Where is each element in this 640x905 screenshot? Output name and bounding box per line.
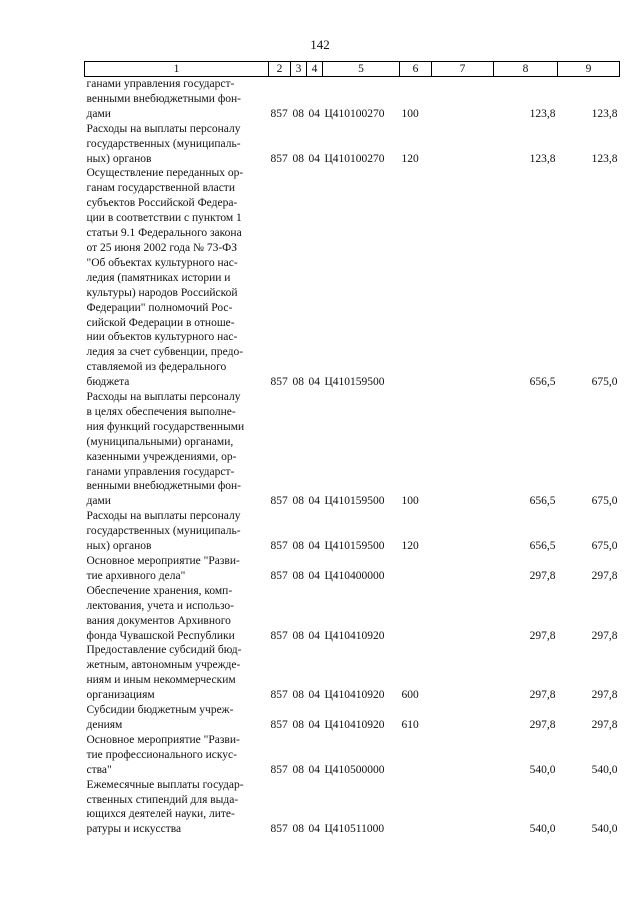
amount-col-9: 297,8: [591, 629, 618, 642]
table-header-row: [85, 62, 620, 77]
expense-kind: 610: [401, 718, 419, 731]
description-line: "Об объектах культурного нас-: [86, 256, 238, 269]
description-line: ства": [86, 763, 112, 776]
section-code: 08: [292, 540, 304, 553]
target-article: Ц410159500: [324, 540, 385, 553]
description-line: Субсидии бюджетным учреж-: [86, 704, 234, 717]
amount-col-8: 297,8: [529, 689, 556, 702]
target-article: Ц410511000: [324, 823, 385, 836]
amount-col-9: 123,8: [591, 107, 618, 120]
description-line: Основное мероприятие "Разви-: [86, 733, 240, 746]
ministry-code: 857: [270, 718, 288, 731]
ministry-code: 857: [270, 495, 288, 508]
row-description: [85, 733, 269, 778]
ministry-code: 857: [270, 107, 288, 120]
expense-kind: 100: [401, 495, 419, 508]
description-line: венными внебюджетными фон-: [86, 92, 242, 105]
table-row: [85, 643, 620, 703]
subsection-code: 04: [308, 376, 320, 389]
amount-col-9: 675,0: [591, 495, 618, 508]
amount-col-8: 297,8: [529, 629, 556, 642]
row-description: [85, 122, 269, 167]
table-row: [85, 77, 620, 122]
column-7-value: [432, 643, 494, 703]
description-line: венными внебюджетными фон-: [86, 480, 242, 493]
amount-col-8: 297,8: [529, 718, 556, 731]
target-article: Ц410159500: [324, 376, 385, 389]
target-article: Ц410500000: [324, 763, 385, 776]
column-header: 5: [323, 62, 400, 77]
description-line: Осуществление переданных ор-: [86, 167, 244, 180]
ministry-code: 857: [270, 823, 288, 836]
column-7-value: [432, 733, 494, 778]
row-description: [85, 554, 269, 584]
section-code: 08: [292, 718, 304, 731]
description-line: от 25 июня 2002 года № 73-ФЗ: [86, 241, 238, 254]
description-line: лектования, учета и использо-: [86, 599, 234, 612]
expense-kind: 100: [401, 107, 419, 120]
description-line: ледия за счет субвенции, предо-: [86, 346, 244, 359]
description-line: тие архивного дела": [86, 569, 186, 582]
description-line: ледия (памятниках истории и: [86, 271, 231, 284]
amount-col-9: 297,8: [591, 689, 618, 702]
description-line: ганами управления государст-: [86, 78, 235, 90]
column-header: 8: [494, 62, 558, 77]
expense-kind: [400, 166, 432, 390]
target-article: Ц410159500: [324, 495, 385, 508]
column-7-value: [432, 77, 494, 122]
column-header: 1: [85, 62, 269, 77]
amount-col-8: 540,0: [529, 763, 556, 776]
description-line: тие профессионального искус-: [86, 748, 237, 761]
section-code: 08: [292, 495, 304, 508]
section-code: 08: [292, 629, 304, 642]
description-line: государственных (муниципаль-: [86, 137, 241, 150]
description-line: вания документов Архивного: [86, 614, 231, 627]
description-line: дениям: [86, 718, 123, 731]
description-line: ственных стипендий для выда-: [86, 793, 239, 806]
description-line: сийской Федерации в отноше-: [86, 316, 235, 329]
column-header: 4: [307, 62, 323, 77]
expense-kind: 600: [401, 689, 419, 702]
description-line: субъектов Российской Федера-: [86, 197, 238, 210]
description-line: Ежемесячные выплаты государ-: [86, 778, 244, 791]
amount-col-8: 656,5: [529, 495, 556, 508]
row-description: [85, 509, 269, 554]
expense-kind: [400, 778, 432, 838]
row-description: [85, 778, 269, 838]
expense-kind: 120: [401, 540, 419, 553]
target-article: Ц410410920: [324, 629, 385, 642]
description-line: Федерации" полномочий Рос-: [86, 301, 233, 314]
target-article: Ц410400000: [324, 569, 385, 582]
ministry-code: 857: [270, 689, 288, 702]
subsection-code: 04: [308, 152, 320, 165]
table-row: [85, 554, 620, 584]
description-line: ниям и иным некоммерческим: [86, 674, 236, 687]
amount-col-8: 123,8: [529, 107, 556, 120]
description-line: культуры) народов Российской: [86, 286, 238, 299]
description-line: ных) органов: [86, 540, 152, 553]
description-line: жетным, автономным учрежде-: [86, 659, 241, 672]
description-line: бюджета: [86, 376, 130, 389]
subsection-code: 04: [308, 495, 320, 508]
amount-col-8: 540,0: [529, 823, 556, 836]
target-article: Ц410410920: [324, 689, 385, 702]
section-code: 08: [292, 376, 304, 389]
subsection-code: 04: [308, 569, 320, 582]
amount-col-8: 123,8: [529, 152, 556, 165]
section-code: 08: [292, 823, 304, 836]
amount-col-9: 675,0: [591, 540, 618, 553]
column-7-value: [432, 390, 494, 509]
description-line: казенными учреждениями, ор-: [86, 450, 237, 463]
description-line: Расходы на выплаты персоналу: [86, 122, 241, 135]
column-7-value: [432, 778, 494, 838]
ministry-code: 857: [270, 629, 288, 642]
subsection-code: 04: [308, 718, 320, 731]
description-line: ратуры и искусства: [86, 823, 182, 836]
description-line: Предоставление субсидий бюд-: [86, 644, 242, 657]
section-code: 08: [292, 763, 304, 776]
amount-col-8: 297,8: [529, 569, 556, 582]
column-7-value: [432, 703, 494, 733]
table-row: [85, 166, 620, 390]
table-row: [85, 509, 620, 554]
description-line: дами: [86, 107, 111, 120]
table-row: [85, 778, 620, 838]
section-code: 08: [292, 569, 304, 582]
expense-kind: 120: [401, 152, 419, 165]
subsection-code: 04: [308, 823, 320, 836]
description-line: ганами управления государст-: [86, 465, 235, 478]
subsection-code: 04: [308, 763, 320, 776]
subsection-code: 04: [308, 540, 320, 553]
description-line: фонда Чувашской Республики: [86, 629, 235, 642]
description-line: статьи 9.1 Федерального закона: [86, 227, 242, 240]
column-7-value: [432, 166, 494, 390]
table-row: [85, 703, 620, 733]
row-description: [85, 643, 269, 703]
column-7-value: [432, 509, 494, 554]
section-code: 08: [292, 152, 304, 165]
description-line: ганам государственной власти: [86, 182, 235, 195]
amount-col-9: 540,0: [591, 763, 618, 776]
section-code: 08: [292, 107, 304, 120]
amount-col-9: 675,0: [591, 376, 618, 389]
row-description: [85, 584, 269, 644]
amount-col-8: 656,5: [529, 540, 556, 553]
expense-kind: [400, 733, 432, 778]
ministry-code: 857: [270, 569, 288, 582]
row-description: [85, 77, 269, 122]
description-line: ния функций государственными: [86, 420, 245, 433]
description-line: нии объектов культурного нас-: [86, 331, 238, 344]
table-row: [85, 390, 620, 509]
column-header: 6: [400, 62, 432, 77]
description-line: ции в соответствии с пунктом 1: [86, 212, 242, 225]
amount-col-9: 297,8: [591, 718, 618, 731]
target-article: Ц410410920: [324, 718, 385, 731]
subsection-code: 04: [308, 107, 320, 120]
column-header: 7: [432, 62, 494, 77]
section-code: 08: [292, 689, 304, 702]
table-row: [85, 122, 620, 167]
amount-col-8: 656,5: [529, 376, 556, 389]
column-header: 2: [269, 62, 291, 77]
description-line: в целях обеспечения выполне-: [86, 405, 236, 418]
column-7-value: [432, 554, 494, 584]
row-description: [85, 166, 269, 390]
row-description: [85, 703, 269, 733]
column-7-value: [432, 122, 494, 167]
description-line: государственных (муниципаль-: [86, 525, 241, 538]
description-line: ных) органов: [86, 152, 152, 165]
column-header: 9: [558, 62, 620, 77]
description-line: Обеспечение хранения, комп-: [86, 584, 233, 597]
ministry-code: 857: [270, 540, 288, 553]
description-line: Основное мероприятие "Разви-: [86, 555, 240, 567]
amount-col-9: 540,0: [591, 823, 618, 836]
subsection-code: 04: [308, 629, 320, 642]
row-description: [85, 390, 269, 509]
ministry-code: 857: [270, 152, 288, 165]
budget-table: [84, 61, 620, 837]
ministry-code: 857: [270, 763, 288, 776]
amount-col-9: 297,8: [591, 569, 618, 582]
table-row: [85, 584, 620, 644]
description-line: дами: [86, 495, 111, 508]
page-number: 142: [310, 37, 330, 52]
description-line: Расходы на выплаты персоналу: [86, 391, 241, 404]
description-line: (муниципальными) органами,: [86, 435, 234, 448]
column-7-value: [432, 584, 494, 644]
description-line: организациям: [86, 689, 155, 702]
target-article: Ц410100270: [324, 152, 385, 165]
target-article: Ц410100270: [324, 107, 385, 120]
expense-kind: [400, 584, 432, 644]
subsection-code: 04: [308, 689, 320, 702]
description-line: Расходы на выплаты персоналу: [86, 510, 241, 523]
column-header: 3: [291, 62, 307, 77]
ministry-code: 857: [270, 376, 288, 389]
description-line: ющихся деятелей науки, лите-: [86, 808, 235, 821]
description-line: ставляемой из федерального: [86, 361, 227, 374]
amount-col-9: 123,8: [591, 152, 618, 165]
expense-kind: [400, 554, 432, 584]
table-row: [85, 733, 620, 778]
